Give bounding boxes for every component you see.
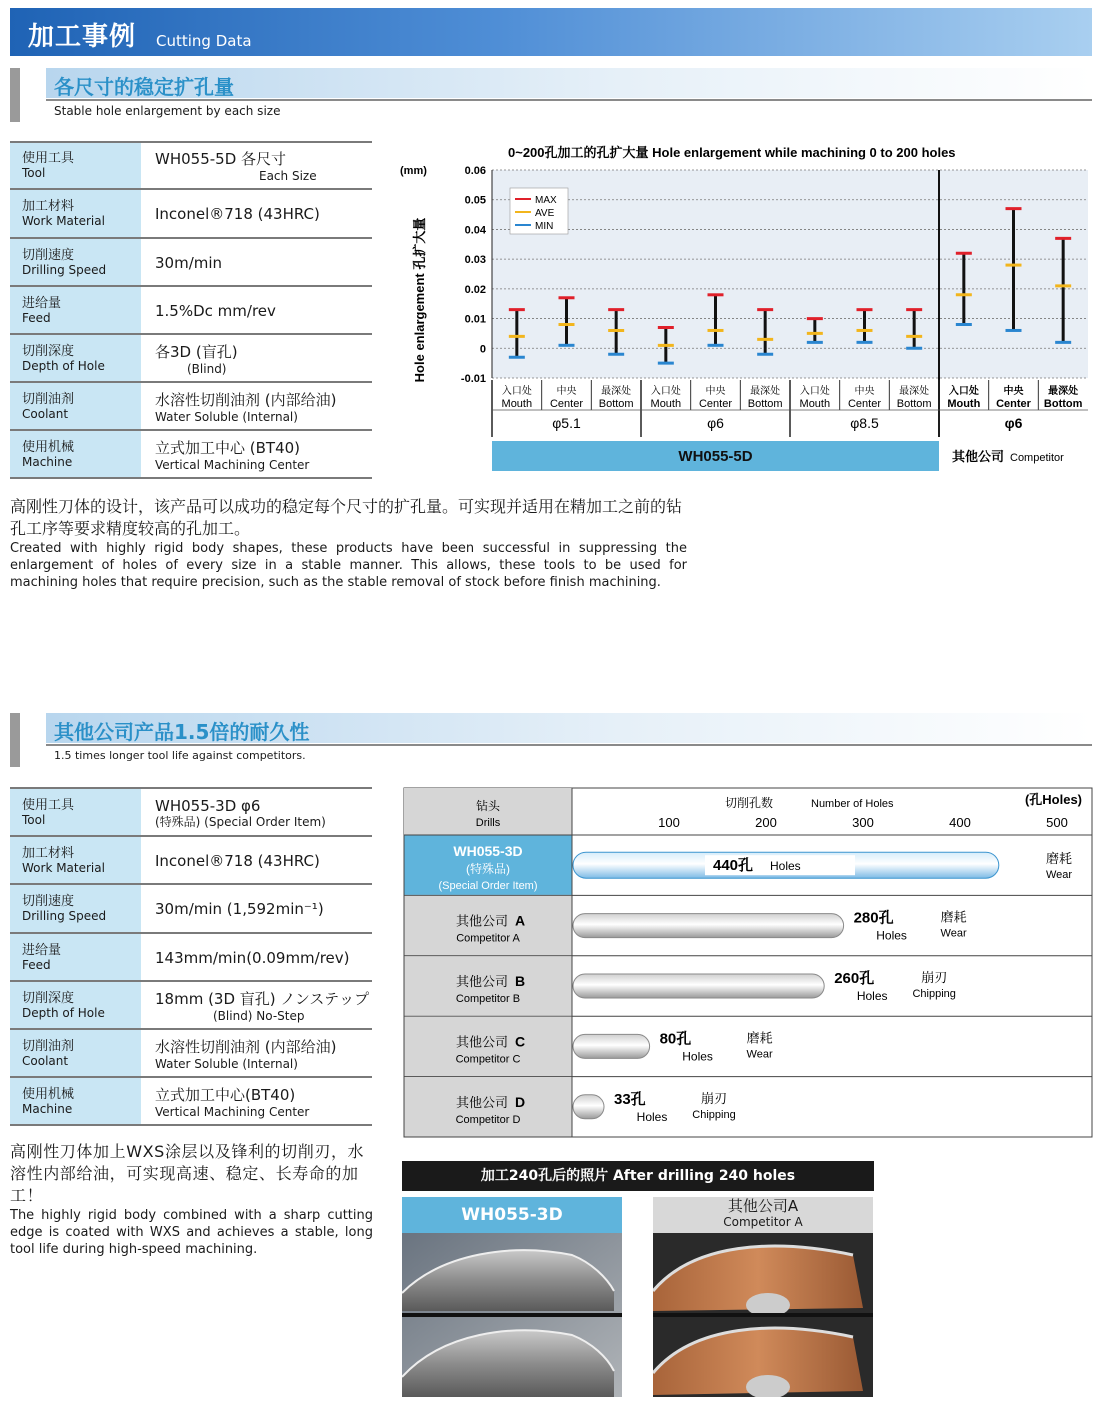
group-label: φ6 xyxy=(1004,415,1023,431)
drill-name-letter: A xyxy=(514,912,526,929)
spec-value: 立式加工中心(BT40) xyxy=(155,1085,296,1104)
position-label-en: Mouth xyxy=(650,398,682,410)
spec-label-en: Tool xyxy=(22,166,46,180)
spec-row-coolant xyxy=(10,1029,372,1077)
position-label-zh: 中央 xyxy=(1003,386,1024,397)
legend-label: MAX xyxy=(535,195,557,206)
drills-header-zh: 钻头 xyxy=(475,799,501,813)
section1-marker xyxy=(10,68,20,122)
drill-name-en: Competitor A xyxy=(456,932,520,945)
spec-value: Inconel®718 (43HRC) xyxy=(155,851,320,870)
spec-label-zh: 切削深度 xyxy=(22,990,75,1006)
group-label: φ8.5 xyxy=(850,415,879,431)
spec-value: 水溶性切削油剂 (内部给油) xyxy=(155,390,337,409)
tool-life-bar-chart xyxy=(402,786,1094,1140)
position-label-en: Bottom xyxy=(1043,398,1083,410)
x-tick-label: 300 xyxy=(852,815,874,830)
holes-bar xyxy=(573,914,844,938)
photo-label-competitor xyxy=(653,1197,873,1233)
position-label-en: Center xyxy=(847,398,882,410)
position-label-zh: 中央 xyxy=(854,386,875,397)
position-label-zh: 入口处 xyxy=(501,386,532,397)
bar-value: 280孔 xyxy=(853,909,894,927)
result-zh: 磨耗 xyxy=(746,1030,773,1046)
spec-row-machine xyxy=(10,1077,372,1125)
spec-label-en: Coolant xyxy=(22,406,69,421)
spec-label-en: Feed xyxy=(22,957,51,972)
position-label-zh: 入口处 xyxy=(799,386,830,397)
spec-label-en: Depth of Hole xyxy=(22,1005,105,1020)
bar-value-unit: Holes xyxy=(856,989,888,1003)
result-en: Wear xyxy=(746,1048,773,1061)
spec-value: 30m/min xyxy=(155,253,223,272)
legend-label: AVE xyxy=(535,208,555,219)
spec-value-sub: (特殊品) (Special Order Item) xyxy=(155,814,326,829)
bar-value: 260孔 xyxy=(834,970,875,987)
bar-value-unit: Holes xyxy=(636,1109,668,1124)
x-tick-label: 400 xyxy=(949,815,971,830)
group-label: φ5.1 xyxy=(552,415,581,431)
spec-label-zh: 切削油剂 xyxy=(22,1038,75,1054)
spec-label-en: Tool xyxy=(22,812,46,827)
x-tick-label: 500 xyxy=(1046,815,1068,830)
spec-value: 30m/min (1,592min⁻¹) xyxy=(155,900,324,918)
spec-value: WH055-5D 各尺寸 xyxy=(155,150,287,168)
chart-title: 0~200孔加工的孔扩大量 Hole enlargement while machining 0 to 200 holes xyxy=(508,145,956,160)
spec-value: 立式加工中心 (BT40) xyxy=(155,438,301,457)
bar-value: 440孔 xyxy=(713,857,754,875)
spec-value-sub: Each Size xyxy=(259,169,317,183)
unit-label: (mm) xyxy=(400,165,427,177)
spec-value-sub: (Blind) xyxy=(187,361,227,376)
result-en: Chipping xyxy=(912,988,956,1000)
bar-value: 80孔 xyxy=(659,1030,692,1048)
y-tick-label: 0.04 xyxy=(464,224,486,237)
page-title-en: Cutting Data xyxy=(156,32,252,50)
spec-label-en: Machine xyxy=(22,1101,73,1116)
position-label-en: Mouth xyxy=(947,398,981,410)
spec-label-zh: 切削油剂 xyxy=(22,391,75,407)
drill-name-zh: 其他公司 xyxy=(455,1034,509,1050)
section1-spec-table xyxy=(10,141,372,479)
drill-name-en: Competitor D xyxy=(455,1113,521,1126)
spec-label-zh: 切削速度 xyxy=(22,894,75,909)
position-label-zh: 入口处 xyxy=(650,386,681,397)
spec-row-speed xyxy=(10,238,372,286)
result-zh: 崩刃 xyxy=(921,970,948,985)
drill-name-sub-en: (Special Order Item) xyxy=(438,880,538,893)
holes-bar xyxy=(573,1034,650,1058)
result-en: Wear xyxy=(940,927,967,940)
spec-value: 各3D (盲孔) xyxy=(155,342,238,361)
x-axis-label-en: Number of Holes xyxy=(811,798,894,810)
bar-value-unit: Holes xyxy=(770,859,801,874)
spec-row-material xyxy=(10,836,372,884)
position-label-en: Bottom xyxy=(598,398,634,410)
spec-label-zh: 切削深度 xyxy=(22,343,75,359)
y-tick-label: 0.01 xyxy=(464,313,486,326)
y-tick-label: 0.05 xyxy=(464,194,486,207)
section2-description-zh: 高刚性刀体加上WXS涂层以及锋利的切削刃，水溶性内部给油，可实现高速、稳定、长寿命的加工！ xyxy=(10,1142,365,1205)
position-label-zh: 中央 xyxy=(556,386,577,397)
position-label-zh: 最深处 xyxy=(750,386,781,397)
y-tick-label: -0.01 xyxy=(460,373,486,385)
holes-bar xyxy=(573,974,824,998)
spec-value: WH055-3D φ6 xyxy=(155,796,261,815)
spec-label-en: Machine xyxy=(22,454,73,469)
spec-label-en: Work Material xyxy=(22,214,105,228)
y-axis-label-group xyxy=(412,218,427,383)
spec-row-machine xyxy=(10,430,372,478)
position-label-zh: 入口处 xyxy=(948,386,979,397)
competitor-label-zh: 其他公司 xyxy=(952,449,1005,464)
result-zh: 崩刃 xyxy=(701,1090,728,1106)
result-en: Wear xyxy=(1046,869,1073,882)
position-label-en: Center xyxy=(549,398,584,410)
spec-row-tool xyxy=(10,788,372,836)
position-label-zh: 中央 xyxy=(705,386,726,397)
spec-label-zh: 使用工具 xyxy=(22,797,75,813)
y-tick-label: 0.02 xyxy=(464,283,486,296)
unit-label: (孔Holes) xyxy=(1024,792,1082,807)
spec-value: 水溶性切削油剂 (内部给油) xyxy=(155,1037,337,1056)
spec-label-zh: 加工材料 xyxy=(22,199,75,214)
spec-value-sub: Water Soluble (Internal) xyxy=(155,409,298,424)
drill-name: WH055-3D xyxy=(453,843,523,860)
section1-subtitle: Stable hole enlargement by each size xyxy=(54,104,281,118)
page-header-banner xyxy=(10,8,1092,56)
spec-label-en: Depth of Hole xyxy=(22,358,105,373)
result-en: Chipping xyxy=(692,1108,736,1121)
y-tick-label: 0.03 xyxy=(464,254,486,267)
spec-row-feed xyxy=(10,933,372,981)
spec-value-sub: (Blind) No-Step xyxy=(213,1008,305,1023)
brand-label: WH055-5D xyxy=(678,448,753,465)
section2-marker xyxy=(10,713,20,767)
section2-subtitle: 1.5 times longer tool life against competitors. xyxy=(54,749,306,762)
drill-name-zh: 其他公司 xyxy=(455,974,509,989)
drill-name-letter: D xyxy=(514,1093,526,1110)
position-label-en: Center xyxy=(698,398,733,410)
spec-label-en: Work Material xyxy=(22,860,105,875)
competitor-label-en: Competitor xyxy=(1010,452,1064,464)
drill-name-zh: 其他公司 xyxy=(455,1094,509,1110)
photo-banner: 加工240孔后的照片 After drilling 240 holes xyxy=(402,1161,874,1191)
drill-name-letter: B xyxy=(514,973,526,989)
drill-name-sub: (特殊品) xyxy=(466,862,510,877)
photo-label-wh055: WH055-3D xyxy=(402,1197,622,1233)
y-tick-label: 0.06 xyxy=(464,165,486,177)
position-label-zh: 最深处 xyxy=(601,386,632,397)
spec-row-tool xyxy=(10,142,372,189)
result-zh: 磨耗 xyxy=(940,909,967,925)
hole-enlargement-chart xyxy=(395,140,1092,475)
y-tick-label: 0 xyxy=(479,343,486,356)
photo-label-competitor-zh: 其他公司A xyxy=(727,1197,799,1215)
spec-value: 18mm (3D 盲孔) ノンステップ xyxy=(155,989,370,1008)
position-label-en: Bottom xyxy=(747,398,783,410)
spec-label-zh: 进给量 xyxy=(22,295,62,311)
spec-value-sub: Vertical Machining Center xyxy=(155,1104,310,1119)
spec-row-material xyxy=(10,189,372,238)
page-title: 加工事例 xyxy=(28,22,137,52)
spec-label-en: Coolant xyxy=(22,1053,69,1068)
bar-value-unit: Holes xyxy=(682,1049,713,1064)
position-label-en: Mouth xyxy=(799,398,831,410)
position-label-en: Mouth xyxy=(501,398,533,410)
spec-label-zh: 进给量 xyxy=(22,942,62,958)
spec-label-en: Drilling Speed xyxy=(22,262,107,277)
spec-label-zh: 使用工具 xyxy=(22,151,75,166)
spec-value: 143mm/min(0.09mm/rev) xyxy=(155,948,350,967)
section1-rule xyxy=(46,99,1092,101)
drill-name-en: Competitor B xyxy=(455,993,521,1005)
position-label-en: Bottom xyxy=(896,398,932,410)
spec-value: Inconel®718 (43HRC) xyxy=(155,205,320,223)
spec-row-speed xyxy=(10,884,372,933)
spec-label-zh: 切削速度 xyxy=(22,247,75,263)
position-label-zh: 最深处 xyxy=(899,386,930,397)
section2-rule xyxy=(46,744,1092,746)
holes-bar xyxy=(573,1095,604,1119)
section2-spec-table xyxy=(10,787,372,1126)
drills-header-en: Drills xyxy=(475,817,501,829)
bar-value: 33孔 xyxy=(614,1090,646,1108)
drill-name-zh: 其他公司 xyxy=(455,913,509,929)
drill-name-en: Competitor C xyxy=(455,1053,521,1066)
position-label-zh: 最深处 xyxy=(1048,386,1079,397)
legend-label: MIN xyxy=(535,221,554,232)
drill-name-letter: C xyxy=(514,1033,526,1050)
x-axis-label-zh: 切削孔数 xyxy=(724,796,773,810)
competitor-drill-photo xyxy=(653,1233,873,1397)
spec-row-depth xyxy=(10,334,372,382)
section2-description-en: The highly rigid body combined with a sharp cutting edge is coated with WXS and achieves a stable, long tool life during high-speed machining. xyxy=(10,1208,373,1257)
spec-label-en: Drilling Speed xyxy=(22,909,107,923)
spec-row-feed xyxy=(10,286,372,334)
group-label: φ6 xyxy=(707,415,724,431)
x-tick-label: 200 xyxy=(755,815,777,830)
result-zh: 磨耗 xyxy=(1046,851,1073,867)
section1-description-zh: 高刚性刀体的设计，该产品可以成功的稳定每个尺寸的扩孔量。可实现并适用在精加工之前的钻孔工序等要求精度较高的孔加工。 xyxy=(10,497,683,538)
x-tick-label: 100 xyxy=(658,815,680,830)
plot-area xyxy=(492,170,1088,378)
spec-value-sub: Water Soluble (Internal) xyxy=(155,1056,298,1071)
section1-title: 各尺寸的稳定扩孔量 xyxy=(54,75,234,99)
position-label-en: Center xyxy=(996,398,1031,410)
bar-value-unit: Holes xyxy=(876,928,907,943)
spec-label-zh: 使用机械 xyxy=(22,439,75,455)
spec-row-depth xyxy=(10,981,372,1029)
spec-label-zh: 加工材料 xyxy=(22,845,75,861)
spec-label-en: Feed xyxy=(22,310,51,325)
spec-row-coolant xyxy=(10,382,372,430)
spec-value-sub: Vertical Machining Center xyxy=(155,457,310,472)
wh055-drill-photo xyxy=(402,1233,622,1397)
spec-value: 1.5%Dc mm/rev xyxy=(155,301,276,320)
photo-label-competitor-en: Competitor A xyxy=(723,1215,803,1229)
section2-title: 其他公司产品1.5倍的耐久性 xyxy=(54,720,310,744)
section1-description-en: Created with highly rigid body shapes, these products have been successful in suppressing the enlargement of holes of every size in a stable manner. This allows, these tools to be used for machining holes that require precision, such as the stable removal of stock before finish machining. xyxy=(10,541,687,590)
spec-label-zh: 使用机械 xyxy=(22,1086,75,1102)
y-axis-label: Hole enlargement 孔扩大量 xyxy=(412,217,427,383)
